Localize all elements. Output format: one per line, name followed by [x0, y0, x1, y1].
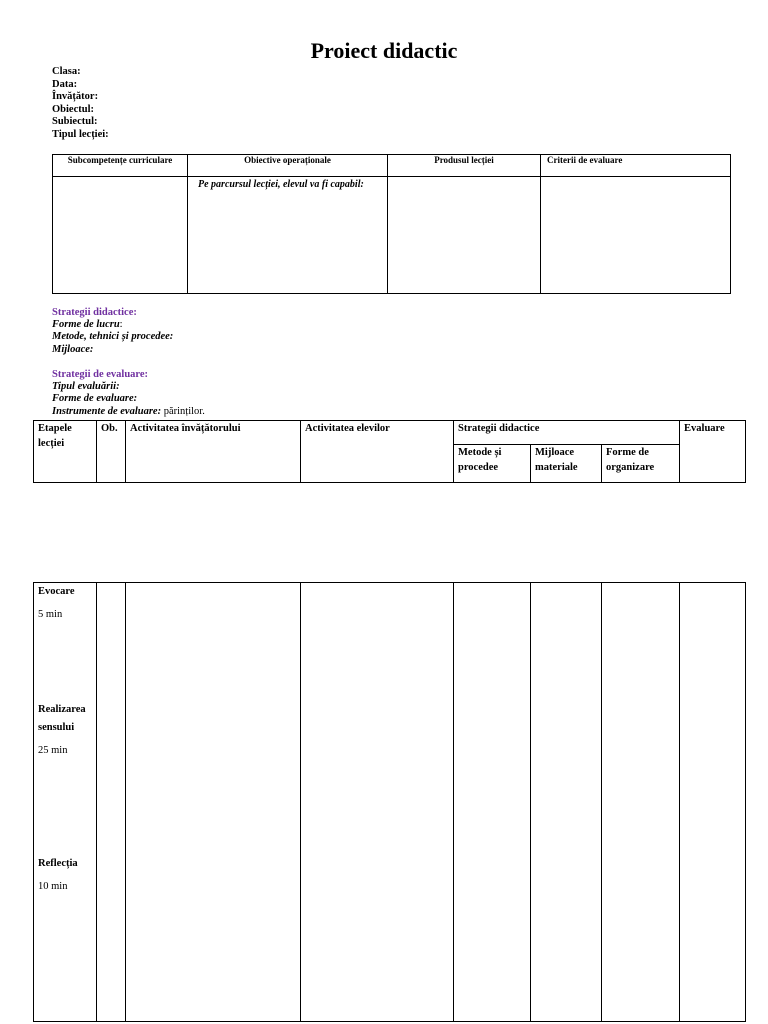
objectives-text: Pe parcursul lecției, elevul va fi capabil:	[198, 179, 364, 190]
instrumente-value: părinților.	[161, 405, 205, 417]
info-invatator: Învățător:	[52, 91, 99, 103]
header-activitatea-elevilor: Activitatea elevilor	[301, 421, 454, 483]
forme-de-lucru-colon: :	[119, 319, 123, 331]
header-strategii: Strategii didactice	[454, 421, 680, 445]
cell-activitatea-elevilor	[301, 583, 454, 1022]
header-evaluare: Evaluare	[680, 421, 746, 483]
evaluation-heading: Strategii de evaluare:	[52, 369, 149, 380]
lesson-header-table	[33, 420, 746, 483]
metode-label: Metode, tehnici și procedee:	[52, 331, 174, 343]
header-subcompetente: Subcompetențe curriculare	[53, 155, 188, 177]
header-obiective: Obiective operaționale	[188, 155, 388, 177]
info-tipul-lectiei: Tipul lecției:	[52, 129, 109, 140]
stage-reflectia	[38, 855, 98, 895]
cell-evaluare	[680, 583, 746, 1022]
forme-de-lucru-label: Forme de lucru	[52, 319, 120, 331]
stage-time: 25 min	[38, 745, 68, 756]
stage-name: Evocare	[38, 586, 75, 597]
stage-name: Realizarea sensului	[38, 704, 86, 733]
cell-criterii	[541, 177, 731, 294]
cell-subcompetente	[53, 177, 188, 294]
info-obiectul: Obiectul:	[52, 103, 94, 115]
cell-metode	[454, 583, 531, 1022]
cell-forme	[602, 583, 680, 1022]
stage-evocare	[38, 583, 98, 623]
cell-activitatea-invatatorului	[126, 583, 301, 1022]
lesson-stages-table	[33, 582, 746, 1022]
info-subiectul: Subiectul:	[52, 116, 98, 128]
header-activitatea-invatatorului: Activitatea învățătorului	[126, 421, 301, 483]
mijloace-label: Mijloace:	[52, 343, 94, 355]
header-produsul: Produsul lecției	[388, 155, 541, 177]
stage-realizarea-sensului	[38, 701, 98, 759]
competencies-table	[52, 154, 731, 294]
cell-obiective	[188, 177, 388, 294]
header-forme: Forme de organizare	[602, 445, 680, 483]
strategies-heading: Strategii didactice:	[52, 307, 137, 318]
header-ob: Ob.	[97, 421, 126, 483]
tipul-evaluarii-label: Tipul evaluării:	[52, 381, 120, 393]
info-clasa: Clasa:	[52, 66, 81, 77]
cell-produsul	[388, 177, 541, 294]
stage-time: 10 min	[38, 881, 68, 892]
header-etapele: Etapele lecției	[34, 421, 97, 483]
stage-time: 5 min	[38, 609, 63, 620]
forme-evaluare-label: Forme de evaluare:	[52, 393, 138, 405]
header-metode: Metode și procedee	[454, 445, 531, 483]
page-title: Proiect didactic	[310, 38, 458, 63]
instrumente-label: Instrumente de evaluare:	[52, 405, 162, 417]
header-criterii: Criterii de evaluare	[541, 155, 731, 177]
stages-column	[34, 583, 97, 1022]
cell-ob	[97, 583, 126, 1022]
cell-mijloace	[531, 583, 602, 1022]
info-data: Data:	[52, 78, 78, 90]
header-mijloace: Mijloace materiale	[531, 445, 602, 483]
stage-name: Reflecția	[38, 858, 78, 869]
